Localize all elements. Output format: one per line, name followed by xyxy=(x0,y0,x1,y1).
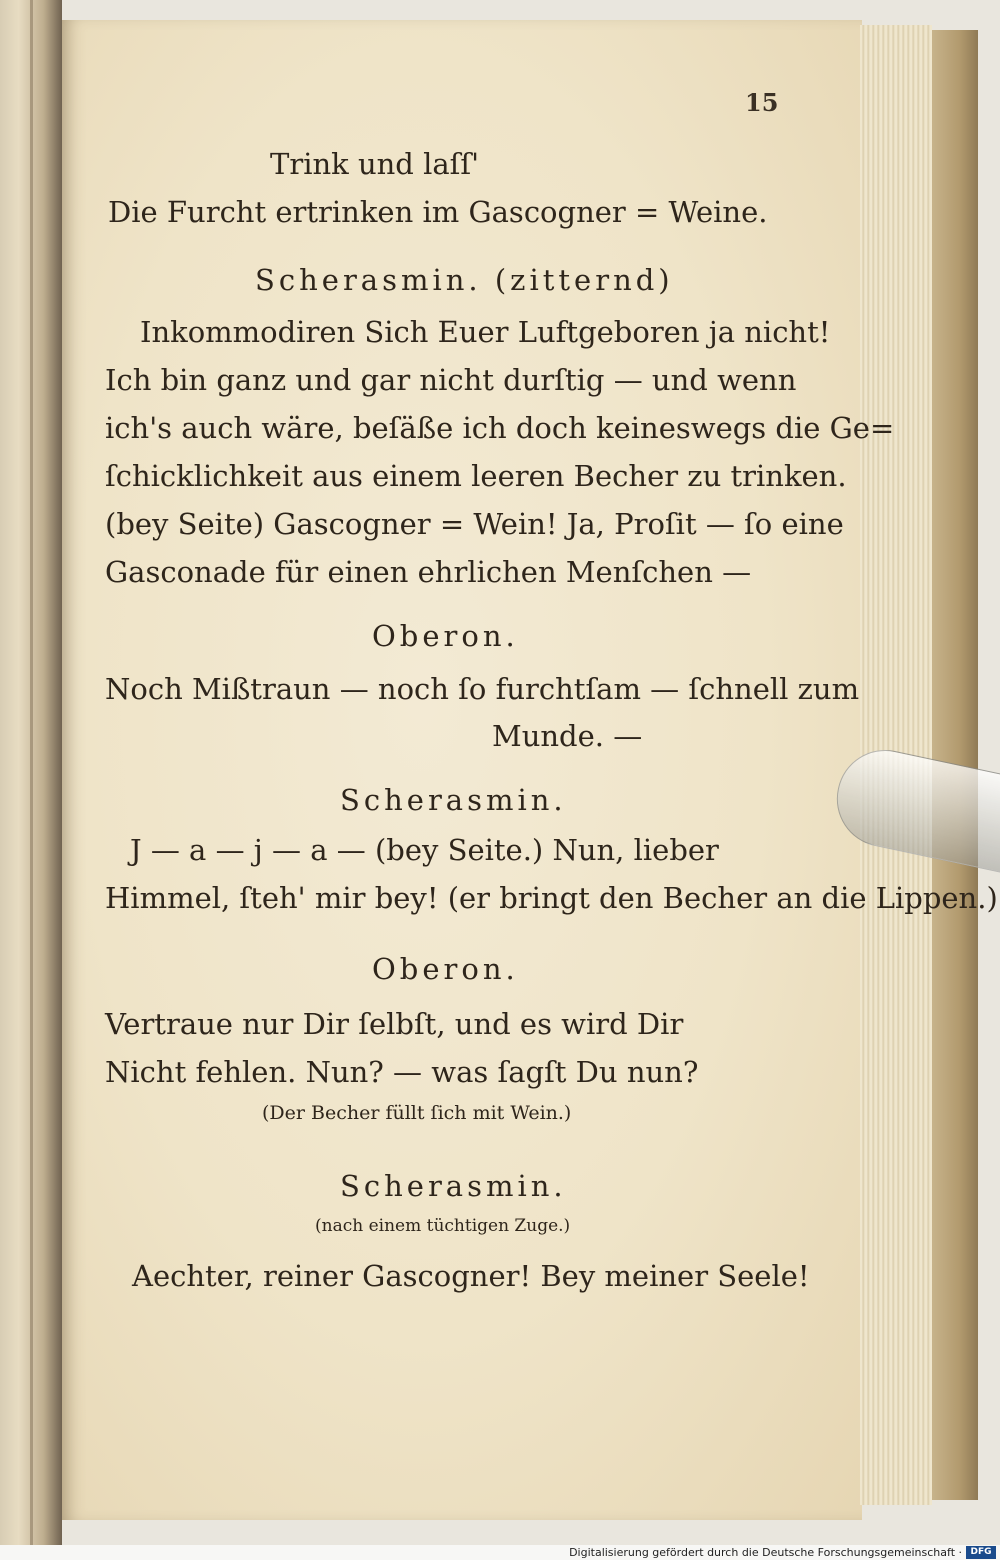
text-line: Vertraue nur Dir ſelbſt, und es wird Dir xyxy=(105,1007,684,1041)
dfg-logo: DFG xyxy=(966,1546,996,1559)
text-line: Die Furcht ertrinken im Gascogner = Weine. xyxy=(108,195,768,229)
text-line: (bey Seite) Gascogner = Wein! Ja, Proſit — ſo eine xyxy=(105,507,844,541)
text-line: J — a — j — a — (bey Seite.) Nun, lieber xyxy=(130,833,719,867)
binding-gutter xyxy=(30,0,33,1545)
footer-credit: Digitalisierung gefördert durch die Deutsche Forschungsgemeinschaft · xyxy=(569,1546,962,1559)
text-line: Ich bin ganz und gar nicht durſtig — und wenn xyxy=(105,363,797,397)
text-line: Gasconade für einen ehrlichen Menſchen — xyxy=(105,555,752,589)
text-line: Aechter, reiner Gascogner! Bey meiner Seele! xyxy=(132,1259,810,1293)
text-line: ich's auch wäre, beſäße ich doch keineswegs die Ge= xyxy=(105,411,895,445)
speaker-heading: Scherasmin. xyxy=(340,783,567,817)
stage-direction: (Der Becher füllt ſich mit Wein.) xyxy=(262,1102,572,1124)
page-number: 15 xyxy=(745,88,779,117)
speaker-heading: Scherasmin. (zitternd) xyxy=(255,263,674,297)
text-line: Inkommodiren Sich Euer Luftgeboren ja nicht! xyxy=(140,315,831,349)
text-line: Nicht fehlen. Nun? — was ſagſt Du nun? xyxy=(105,1055,699,1089)
speaker-heading: Scherasmin. xyxy=(340,1169,567,1203)
speaker-heading: Oberon. xyxy=(372,619,519,653)
text-line: Himmel, ſteh' mir bey! (er bringt den Becher an die Lippen.) xyxy=(105,881,998,915)
text-line: Noch Mißtraun — noch ſo furchtſam — ſchnell zum xyxy=(105,672,860,706)
text-line: ſchicklichkeit aus einem leeren Becher zu trinken. xyxy=(105,459,847,493)
text-line: Trink und laſſ' xyxy=(270,147,480,181)
speaker-heading: Oberon. xyxy=(372,952,519,986)
stage-direction: (nach einem tüchtigen Zuge.) xyxy=(315,1216,571,1236)
book-page xyxy=(62,20,862,1520)
text-line: Munde. — xyxy=(492,719,643,753)
